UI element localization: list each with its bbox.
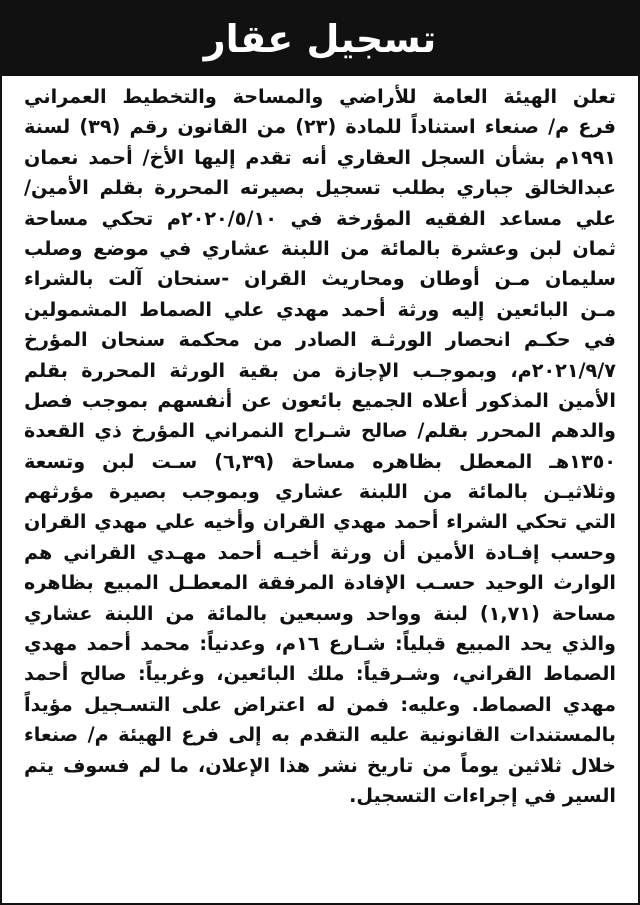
notice-line: الأمين المذكور أعلاه الجميع بائعون عن أنفسهم بموجب فصل [24,388,616,412]
notice-line: مساحة (١,٧١) لبنة وواحد وسبعين بالمائة من اللبنة عشاري [24,601,616,625]
notice-line: سليمان مـن أوطان ومحاريث القران -سنحان آلت بالشراء [24,267,616,291]
notice-title: تسجيل عقار [2,2,638,76]
notice-line: والدهم المحرر بقلم/ صالح شـراح النمراني المؤرخ ذي القعدة [24,419,616,443]
notice-body [24,82,616,889]
notice-line: مهدي الصماط. وعليه: فمن له اعتراض على التسـجيل مؤيداً [24,692,616,716]
notice-line: علي مساعد الفقيه المؤرخة في ٢٠٢٠/٥/١٠م تحكي مساحة [24,206,616,230]
notice-line: بالمستندات القانونية عليه التقدم به إلى فرع الهيئة م/ صنعاء [24,723,616,747]
notice-line: ١٩٩١م بشأن السجل العقاري أنه تقدم إليها الأخ/ أحمد نعمان [24,145,616,169]
notice-line: التي تحكي الشراء أحمد مهدي القران وأخيه علي مهدي القران [24,510,616,534]
notice-line: السير في إجراءات التسجيل. [349,783,616,807]
notice-line: ١٣٥٠هـ المعطل بظاهره مساحة (٦,٣٩) سـت لبن وتسعة [24,449,616,473]
notice-line: خلال ثلاثين يوماً من تاريخ نشر هذا الإعلان، ما لم فسوف يتم [24,753,616,777]
notice-line: وحسب إفـادة الأمين أن ورثة أخيـه أحمد مهـدي القراني هم [24,540,616,564]
notice-line: الوارث الوحيد حسـب الإفادة المرفقة المعطـل المبيع بظاهره [24,571,616,595]
notice-line: فرع م/ صنعاء استناداً للمادة (٢٣) من القانون رقم (٣٩) لسنة [24,115,616,139]
notice-line: الصماط القراني، وشـرقياً: ملك البائعين، وغربياً: صالح أحمد [24,662,616,686]
notice-line: تعلن الهيئة العامة للأراضي والمساحة والتخطيط العمراني [24,85,616,108]
notice-line: في حكـم انحصار الورثـة الصادر من محكمة سنحان المؤرخ [24,328,616,352]
notice-line: مـن البائعين إليه ورثة أحمد مهدي علي الصماط المشمولين [24,297,616,321]
notice-line: وثلاثيـن بالمائة من اللبنة عشاري وبموجب بصيرة مؤرثهم [24,480,616,504]
notice-line: عبدالخالق جباري بطلب تسجيل بصيرته المحررة بقلم الأمين/ [24,176,616,200]
notice-line: والذي يحد المبيع قبلياً: شـارع ١٦م، وعدنياً: محمد أحمد مهدي [24,632,616,656]
notice-line: ثمان لبن وعشرة بالمائة من اللبنة عشاري في موضع وصلب [24,236,616,260]
notice-line: ٢٠٢١/٩/٧م، وبموجـب الإجازة من بقية الورثة المحررة بقلم [24,358,616,382]
